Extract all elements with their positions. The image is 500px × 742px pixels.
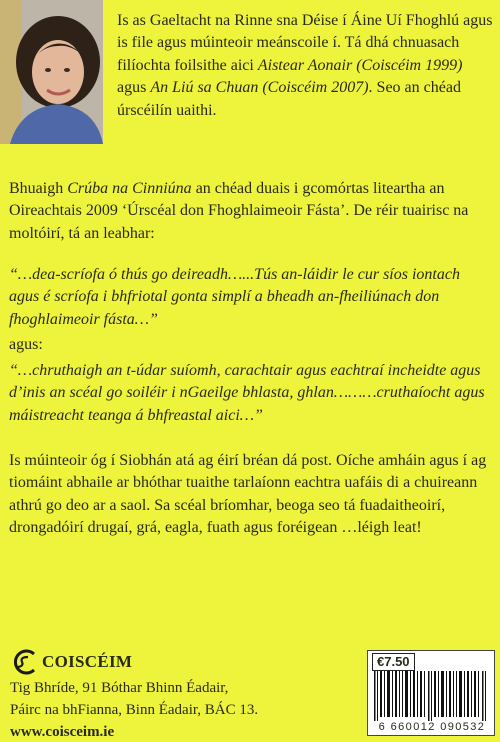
book-title-1: Aistear Aonair (Coiscéim 1999) xyxy=(257,56,463,74)
publisher-address-2: Páirc na bhFianna, Binn Éadair, BÁC 13. xyxy=(10,702,259,718)
agus-label: agus: xyxy=(9,336,43,353)
publisher-block xyxy=(10,648,350,741)
judges-quote-1: “…dea-scríofa ó thús go deireadh…...Tús an-láidir le cur síos iontach agus é scríofa i bhfriotal gonta simplí a bheadh an-fheiliúnach don fhoghlaimeoir fásta…” xyxy=(9,266,460,328)
price-label: €7.50 xyxy=(372,653,415,671)
barcode-number: 6 660012 090532 xyxy=(378,721,486,733)
barcode-box xyxy=(367,650,495,736)
novel-title: Crúba na Cinniúna xyxy=(67,180,192,197)
book-title-2: An Liú sa Chuan (Coiscéim 2007) xyxy=(150,79,369,97)
publisher-website[interactable]: www.coisceim.ie xyxy=(10,724,115,740)
barcode-icon xyxy=(374,671,490,721)
coisceim-logo-icon xyxy=(10,648,38,676)
publisher-address-1: Tig Bhríde, 91 Bóthar Bhinn Éadair, xyxy=(10,680,229,696)
judges-quote-2: “…chruthaigh an t-údar suíomh, carachtair agus eachtraí incheidte agus d’inis an scéal go soiléir i nGaeilge bhlasta, ghlan………cruthaíocht agus máistreacht teanga á bhfreastal aici…” xyxy=(9,362,485,424)
author-bio: Is as Gaeltacht na Rinne sna Déise í Áine Uí Fhoghlú agus is file agus múinteoir meánscoile í. Tá dhá chnuasach filíochta foilsithe aici Aistear Aonair (Coiscéim 1999) agus An Liú sa Chuan (Coiscéim 2007). Seo an chéad úrscéilín uaithi. xyxy=(117,12,493,119)
story-blurb: Is múinteoir óg í Siobhán atá ag éirí bréan dá post. Oíche amháin agus í ag tiomáint abhaile ar bhóthar tuaithe tarlaíonn eachtra uafáis di a chuireann athrú go deo ar a saol. Sa scéal bríomhar, beoga seo tá fuadaitheoirí, drongadóirí drugaí, grá, eagla, fuath agus foréigean …léigh leat! xyxy=(9,452,487,537)
award-paragraph: Bhuaigh Crúba na Cinniúna an chéad duais i gcomórtas liteartha an Oireachtais 2009 ‘Úrscéal don Fhoghlaimeoir Fásta’. De réir tuairisc na moltóirí, tá an leabhar: xyxy=(9,180,469,242)
author-photo xyxy=(0,0,103,144)
publisher-name: COISCÉIM xyxy=(42,652,133,671)
